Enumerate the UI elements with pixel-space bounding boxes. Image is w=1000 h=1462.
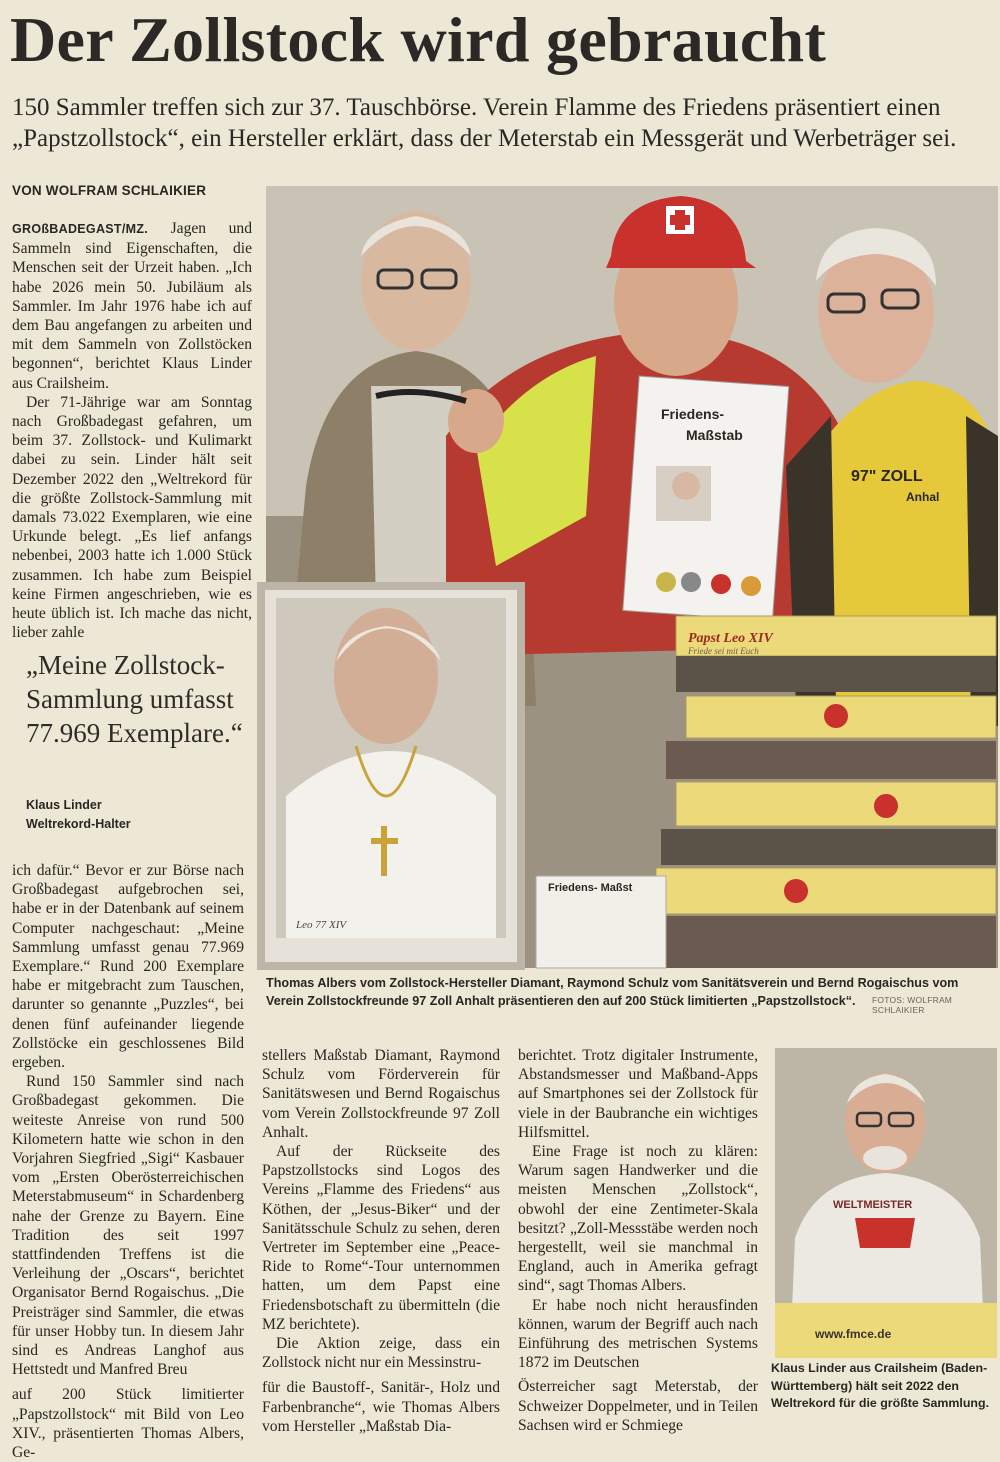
side-photo-illustration [775,1048,997,1358]
shirt-print-2: Anhal [906,490,940,504]
main-photo-caption: Thomas Albers vom Zollstock-Hersteller Diamant, Raymond Schulz vom Sanitätsverein und Bernd Rogaischus vom Verein Zollstockfreunde 97 Zoll Anhalt präsentieren den auf 200 Stück limitierten „Papstzollstock“. [266,976,959,1008]
paragraph: Eine Frage ist noch zu klären: Warum sagen Handwerker und die meisten Menschen „Zollstock“, obwohl der eine Zentimeter-Skala besitzt? „Zoll-Messstäbe werden noch hergestellt, weil sie manchmal in England, auch in Amerika gefragt sind“, sagt Thomas Albers. [518,1143,758,1295]
side-photo [775,1048,997,1358]
portrait-signature: Leo 77 XIV [296,919,347,931]
paragraph: Die Aktion zeige, dass ein Zollstock nicht nur ein Messinstru- [262,1335,500,1372]
column-2 [262,1046,500,1436]
main-photo-illustration [266,186,998,968]
flyer-title: Friedens- [661,406,725,422]
table-flyer-title: Friedens- Maßst [548,882,633,894]
pull-quote: „Meine Zollstock-Sammlung umfasst 77.969 Exemplare.“ [26,650,243,748]
flyer-title-2: Maßstab [686,427,743,443]
paragraph: Auf der Rückseite des Papstzollstocks sind Logos des Vereins „Flamme des Friedens“ aus Köthen, der „Jesus-Biker“ und der Sanitätsschule Schulz zu sehen, deren Vertreter im September eine „Peace-Ride to Rome“-Tour unternommen hatten, um dem Papst eine Friedensbotschaft zu übermitteln (die MZ berichtete). [262,1143,500,1333]
dateline: GROßBADEGAST/MZ. [12,222,149,236]
headline: Der Zollstock wird gebraucht [10,4,827,75]
main-photo [266,186,998,968]
column-3 [518,1046,758,1435]
paragraph: für die Baustoff-, Sanitär-, Holz und Farbenbranche“, wie Thomas Albers vom Hersteller „Maßstab Dia- [262,1379,500,1435]
paragraph: Rund 150 Sammler sind nach Großbadegast gekommen. Die weiteste Anreise von rund 500 Kilometern hatte wie schon in den Vorjahren Siegfried „Sigi“ Kasbauer vom „Ersten Oberösterreichischen Meterstabmuseum“ in Schardenberg nahe der Grenze zu Bayern. Eine Tradition des seit 1997 stattfindenden Treffens ist die Verleihung der „Oscars“, berichtet Organisator Bernd Rogaischus. „Die Preisträger sind Sammler, die etwas für unser Hobby tun. In diesem Jahr sind es Andreas Langhof aus Hettstedt und Manfred Breu [12,1073,244,1379]
ruler-label-small: Friede sei mit Euch [688,646,759,656]
paragraph: berichtet. Trotz digitaler Instrumente, Abstandsmesser und Maßband-Apps auf Smartphones sei der Zollstock für viele in der Baubranche ein wichtiges Hilfsmittel. [518,1047,758,1141]
quote-name: Klaus Linder [26,798,102,812]
subheadline: 150 Sammler treffen sich zur 37. Tauschbörse. Verein Flamme des Friedens präsentiert einen „Papstzollstock“, ein Hersteller erklärt, dass der Meterstab ein Messgerät und Werbeträger sei. [12,94,957,152]
side-photo-caption: Klaus Linder aus Crailsheim (Baden-Württemberg) hält seit 2022 den Weltrekord für die größte Sammlung. [771,1361,990,1410]
paragraph: Er habe noch nicht herausfinden können, warum der Begriff auch nach Einführung des metrischen Systems 1872 im Deutschen [518,1296,758,1372]
paragraph: auf 200 Stück limitierter „Papstzollstock“ mit Bild von Leo XIV., präsentierten Thomas Albers, Ge- [12,1386,244,1462]
quote-role: Weltrekord-Halter [26,817,131,831]
photo-credit: FOTOS: WOLFRAM SCHLAIKIER [872,995,953,1015]
ruler-label: Papst Leo XIV [688,631,773,646]
side-ruler-text: www.fmce.de [815,1327,892,1341]
shirt-print: 97" ZOLL [851,468,923,485]
side-shirt-print: WELTMEISTER [833,1199,913,1211]
paragraph: Der 71-Jährige war am Sonntag nach Großbadegast gefahren, um beim 37. Zollstock- und Kulimarkt dabei zu sein. Linder hält seit Dezember 2022 den „Weltrekord für die größte Zollstock-Sammlung mit damals 73.022 Exemplaren, wie eine Urkunde belegt. „Es lief anfangs nebenbei, 2003 hatte ich 1.000 Stück zusammen. Ich habe zum Beispiel keine Firmen angeschrieben, wie es heute üblich ist. Ich mache das nicht, lieber zahle [12,393,252,642]
paragraph: stellers Maßstab Diamant, Raymond Schulz vom Förderverein für Sanitätswesen und Bernd Rogaischus vom Verein Zollstockfreunde 97 Zoll Anhalt. [262,1047,500,1141]
column-1-top [12,219,252,642]
paragraph: ich dafür.“ Bevor er zur Börse nach Großbadegast aufgebrochen sei, habe er in der Datenbank auf seinem Computer nachgeschaut: „Meine Sammlung umfasst genau 77.969 Exemplare.“ Rund 200 Exemplare habe er mitgebracht zum Tauschen, darunter so genannte „Puzzles“, bei denen fünf aufeinander liegende Zollstöcke ein geschlossenes Bild ergeben. [12,862,244,1072]
paragraph: Österreicher sagt Meterstab, der Schweizer Doppelmeter, und in Teilen Sachsen wird er Schmiege [518,1378,758,1434]
byline: VON WOLFRAM SCHLAIKIER [12,183,207,198]
pull-quote-attribution [26,796,256,834]
column-1-bottom [12,861,244,1462]
paragraph: GROßBADEGAST/MZ. Jagen und Sammeln sind Eigenschaften, die Menschen seit der Urzeit haben. „Ich habe 2026 mein 50. Jubiläum als Sammler. Im Jahr 1976 habe ich auf dem Bau angefangen zu arbeiten und mit dem Sammeln von Zollstöcken begonnen“, berichtet Klaus Linder aus Crailsheim. [12,220,252,392]
